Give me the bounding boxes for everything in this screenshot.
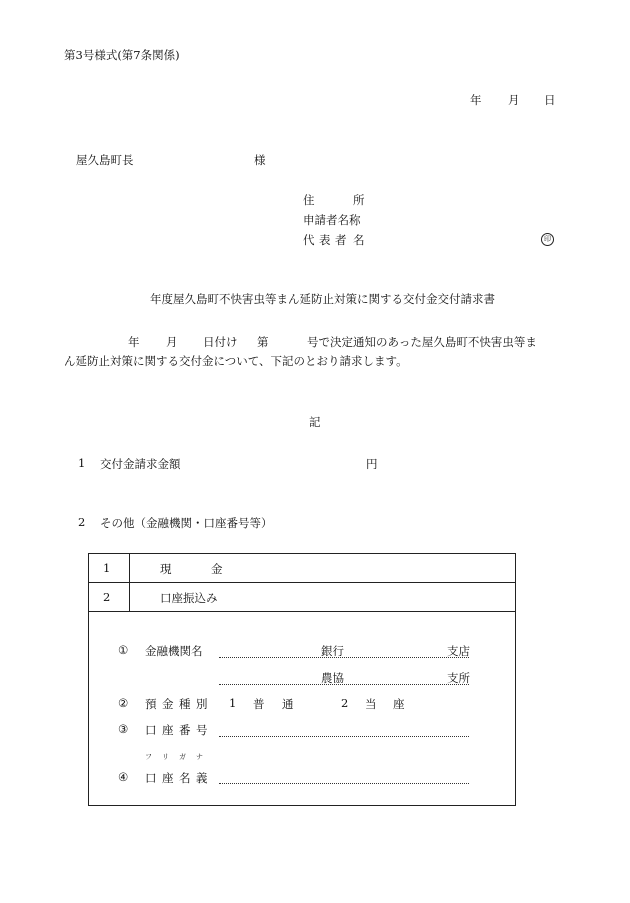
representative-label-3: 者: [335, 233, 347, 247]
address-label-1: 住: [303, 193, 315, 207]
furigana-1: フ: [145, 753, 152, 761]
account-name-label-3: 名: [179, 771, 191, 785]
row1-label-1: 現: [160, 562, 172, 576]
item1-label: 交付金請求金額: [100, 457, 181, 471]
furigana-2: リ: [162, 753, 169, 761]
representative-label-2: 表: [319, 233, 331, 247]
row2-number: 2: [103, 590, 111, 604]
form-number: 第3号様式(第7条関係): [64, 48, 180, 62]
body-month: 月: [166, 335, 178, 349]
bank-name-field[interactable]: [219, 657, 469, 658]
date-day: 日: [544, 93, 556, 107]
ki-heading: 記: [309, 415, 321, 429]
deposit-opt1-char2[interactable]: 通: [282, 697, 294, 711]
account-name-marker: ④: [118, 770, 129, 784]
account-name-label-1: 口: [145, 771, 157, 785]
furigana-3: ガ: [179, 753, 186, 761]
account-number-label-4: 号: [196, 723, 208, 737]
deposit-opt2-char1[interactable]: 当: [365, 697, 377, 711]
date-month: 月: [508, 93, 520, 107]
column-divider: [129, 554, 130, 611]
furigana-4: ナ: [196, 753, 203, 761]
representative-label-4: 名: [353, 233, 365, 247]
account-name-field[interactable]: [219, 783, 469, 784]
account-name-label-2: 座: [162, 771, 174, 785]
row1-number: 1: [103, 561, 111, 575]
item2-label: その他（金融機関・口座番号等）: [100, 516, 273, 530]
deposit-opt1-number[interactable]: 1: [229, 696, 237, 710]
body-date: 日付け: [203, 335, 238, 349]
deposit-label-3: 種: [179, 697, 191, 711]
seal-mark: 印: [541, 233, 554, 246]
deposit-marker: ②: [118, 696, 129, 710]
body-line1-rest: 号で決定通知のあった屋久島町不快害虫等ま: [307, 335, 537, 349]
deposit-opt2-number[interactable]: 2: [341, 696, 349, 710]
coop-name-field[interactable]: [219, 684, 469, 685]
item2-number: 2: [78, 515, 86, 529]
document-title: 年度屋久島町不快害虫等まん延防止対策に関する交付金交付請求書: [150, 292, 495, 306]
representative-label-1: 代: [303, 233, 315, 247]
bank-marker: ①: [118, 643, 129, 657]
date-year: 年: [470, 93, 482, 107]
account-number-marker: ③: [118, 722, 129, 736]
row2-label: 口座振込み: [160, 591, 218, 605]
addressee-name: 屋久島町長: [76, 153, 134, 167]
deposit-opt1-char1[interactable]: 普: [253, 697, 265, 711]
deposit-label-2: 金: [162, 697, 174, 711]
account-number-field[interactable]: [219, 736, 469, 737]
bank-name-label: 金融機関名: [145, 644, 203, 658]
deposit-label-1: 預: [145, 697, 157, 711]
account-number-label-3: 番: [179, 723, 191, 737]
row-divider-2: [89, 611, 515, 612]
row-divider-1: [89, 582, 515, 583]
row1-label-2: 金: [211, 562, 223, 576]
deposit-opt2-char2[interactable]: 座: [393, 697, 405, 711]
coop-suffix: 農協: [321, 671, 344, 685]
body-line2: ん延防止対策に関する交付金について、下記のとおり請求します。: [64, 354, 408, 368]
account-name-label-4: 義: [196, 771, 208, 785]
body-year: 年: [128, 335, 140, 349]
branch-suffix: 支店: [447, 644, 470, 658]
body-dai: 第: [257, 335, 269, 349]
item1-number: 1: [78, 456, 86, 470]
office-suffix: 支所: [447, 671, 470, 685]
bank-suffix: 銀行: [321, 644, 344, 658]
deposit-label-4: 別: [196, 697, 208, 711]
account-number-label-2: 座: [162, 723, 174, 737]
item1-unit: 円: [366, 457, 378, 471]
address-label-2: 所: [353, 193, 365, 207]
addressee-honorific: 様: [254, 153, 266, 167]
applicant-name-label: 申請者名称: [303, 213, 361, 227]
account-number-label-1: 口: [145, 723, 157, 737]
